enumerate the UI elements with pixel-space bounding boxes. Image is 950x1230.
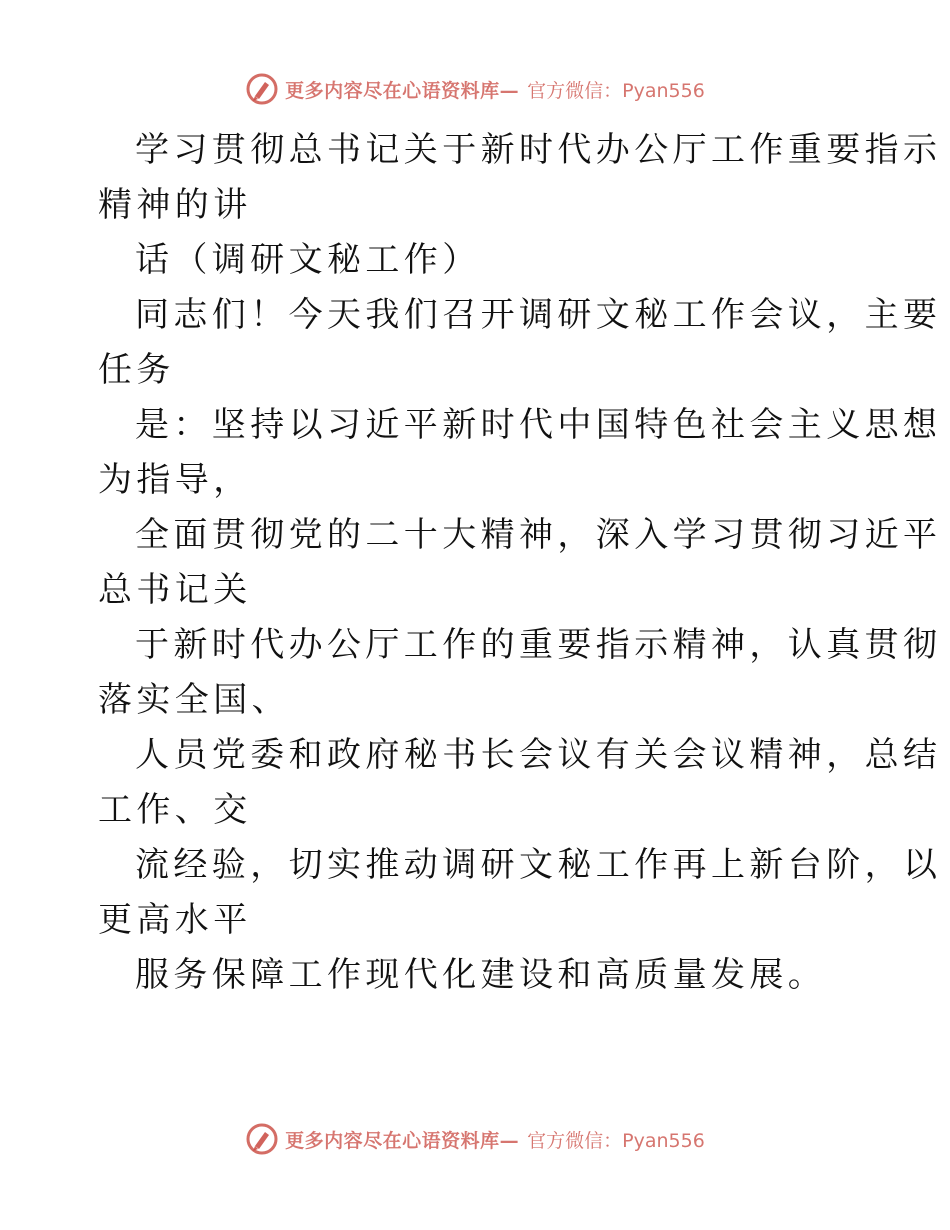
paragraph-line: 工作、交 [98, 790, 252, 830]
pen-logo-icon [245, 1122, 279, 1156]
paragraph [98, 398, 942, 508]
pen-logo-icon [245, 72, 279, 106]
document-body [98, 123, 942, 1003]
paragraph-line: 任务 [98, 350, 175, 390]
paragraph-line: 服务保障工作现代化建设和高质量发展。 [135, 955, 827, 995]
paragraph [98, 233, 850, 288]
watermark-brand-text: 更多内容尽在心语资料库— [285, 1129, 520, 1152]
paragraph [98, 508, 942, 618]
paragraph-line: 人员党委和政府秘书长会议有关会议精神，总结 [135, 735, 942, 775]
paragraph-line: 于新时代办公厅工作的重要指示精神，认真贯彻 [135, 625, 942, 665]
watermark-contact-text: 官方微信：Pyan556 [527, 1129, 705, 1152]
paragraph-line: 总书记关 [98, 570, 252, 610]
paragraph [98, 948, 850, 1003]
paragraph-line: 流经验，切实推动调研文秘工作再上新台阶，以 [135, 845, 942, 885]
paragraph-line: 话（调研文秘工作） [135, 240, 481, 280]
paragraph [98, 838, 942, 948]
watermark-header [0, 72, 950, 106]
paragraph-line: 同志们！今天我们召开调研文秘工作会议，主要 [135, 295, 942, 335]
paragraph-line: 落实全国、 [98, 680, 290, 720]
paragraph-line: 全面贯彻党的二十大精神，深入学习贯彻习近平 [135, 515, 942, 555]
paragraph [98, 728, 942, 838]
watermark-brand-text: 更多内容尽在心语资料库— [285, 79, 520, 102]
paragraph-line: 学习贯彻总书记关于新时代办公厅工作重要指示 [135, 130, 942, 170]
paragraph-line: 精神的讲 [98, 185, 252, 225]
paragraph-line: 为指导， [98, 460, 252, 500]
paragraph [98, 288, 942, 398]
watermark-contact-text: 官方微信：Pyan556 [527, 79, 705, 102]
paragraph [98, 618, 942, 728]
paragraph [98, 123, 942, 233]
paragraph-line: 更高水平 [98, 900, 252, 940]
paragraph-line: 是：坚持以习近平新时代中国特色社会主义思想 [135, 405, 942, 445]
watermark-footer [0, 1122, 950, 1156]
